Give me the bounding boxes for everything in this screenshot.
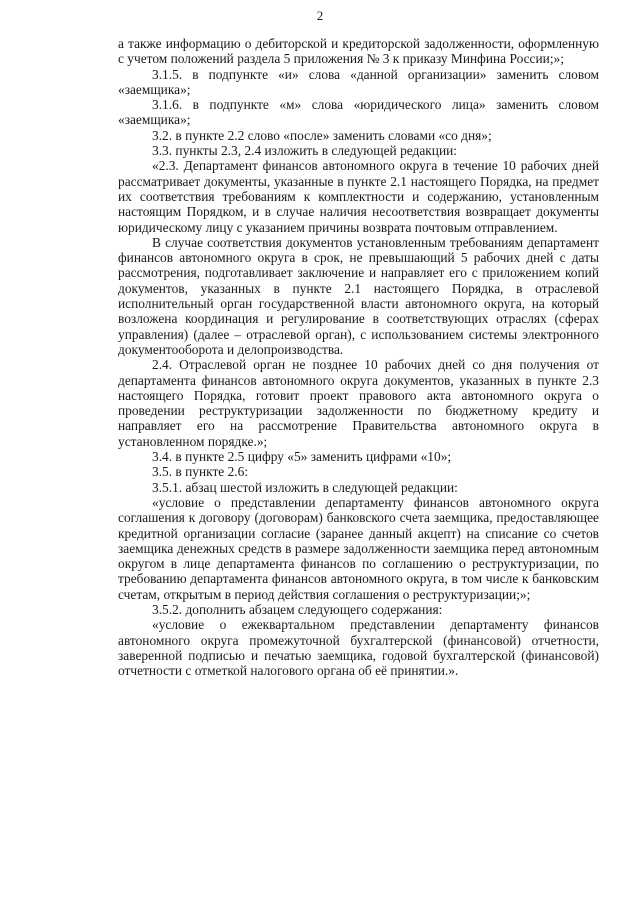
paragraph: 3.1.5. в подпункте «и» слова «данной организации» заменить словом «заемщика»;	[118, 66, 599, 97]
paragraph: 3.5. в пункте 2.6:	[152, 464, 249, 480]
paragraph: «условие о ежеквартальном представлении департаменту финансов автономного округа промежуточной бухгалтерской (финансовой) отчетности, заверенной подписью и печатью заемщика, годовой бухгалтерской (финансовой) отчетности с отметкой налогового органа об её принятии.».	[118, 617, 599, 679]
page-number: 2	[316, 8, 324, 23]
paragraph: 3.2. в пункте 2.2 слово «после» заменить словами «со дня»;	[152, 127, 492, 143]
paragraph: 3.1.6. в подпункте «м» слова «юридического лица» заменить словом «заемщика»;	[118, 97, 599, 128]
paragraph: «2.3. Департамент финансов автономного округа в течение 10 рабочих дней рассматривает документы, указанные в пункте 2.1 настоящего Порядка, на предмет их соответствия требованиям к комплектности и содержанию, установленным настоящим Порядком, и в случае наличия несоответствия возвращает документы юридическому лицу с указанием причины возврата почтовым отправлением.	[118, 158, 599, 235]
paragraph: а также информацию о дебиторской и кредиторской задолженности, оформленную с учетом положений раздела 5 приложения № 3 к приказу Минфина России;»;	[118, 36, 599, 67]
paragraph: 3.4. в пункте 2.5 цифру «5» заменить цифрами «10»;	[152, 449, 452, 465]
paragraph: 3.5.1. абзац шестой изложить в следующей редакции:	[152, 479, 458, 495]
paragraph: 3.5.2. дополнить абзацем следующего содержания:	[152, 601, 443, 617]
paragraph: «условие о представлении департаменту финансов автономного округа соглашения к договору (договорам) банковского счета заемщика, предоставляющее кредитной организации согласие (заранее данный акцепт) на списание со счетов заемщика денежных средств в размере задолженности заемщика перед автономным округом в лице департамента финансов по соглашению о реструктуризации, по требованию департамента финансов автономного округа, в том числе к банковским счетам, открытым в период действия соглашения о реструктуризации;»;	[118, 494, 599, 602]
paragraph: 3.3. пункты 2.3, 2.4 изложить в следующей редакции:	[152, 143, 458, 159]
paragraph: 2.4. Отраслевой орган не позднее 10 рабочих дней со дня получения от департамента финансов автономного округа документов, указанных в пункте 2.3 настоящего Порядка, готовит проект правового акта автономного округа о проведении реструктуризации задолженности по бюджетному кредиту и направляет его на рассмотрение Правительства автономного округа в установленном порядке.»;	[118, 357, 599, 449]
document-body	[118, 36, 599, 678]
paragraph: В случае соответствия документов установленным требованиям департамент финансов автономного округа в срок, не превышающий 5 рабочих дней с даты рассмотрения, подготавливает заключение и направляет его с приложением копий документов, указанных в пункте 2.1 настоящего Порядка, в отраслевой исполнительный орган государственной власти автономного округа, на который возложена координация и регулирование в соответствующих отраслях (сферах управления) (далее – отраслевой орган), с использованием системы электронного документооборота и делопроизводства.	[118, 234, 599, 357]
